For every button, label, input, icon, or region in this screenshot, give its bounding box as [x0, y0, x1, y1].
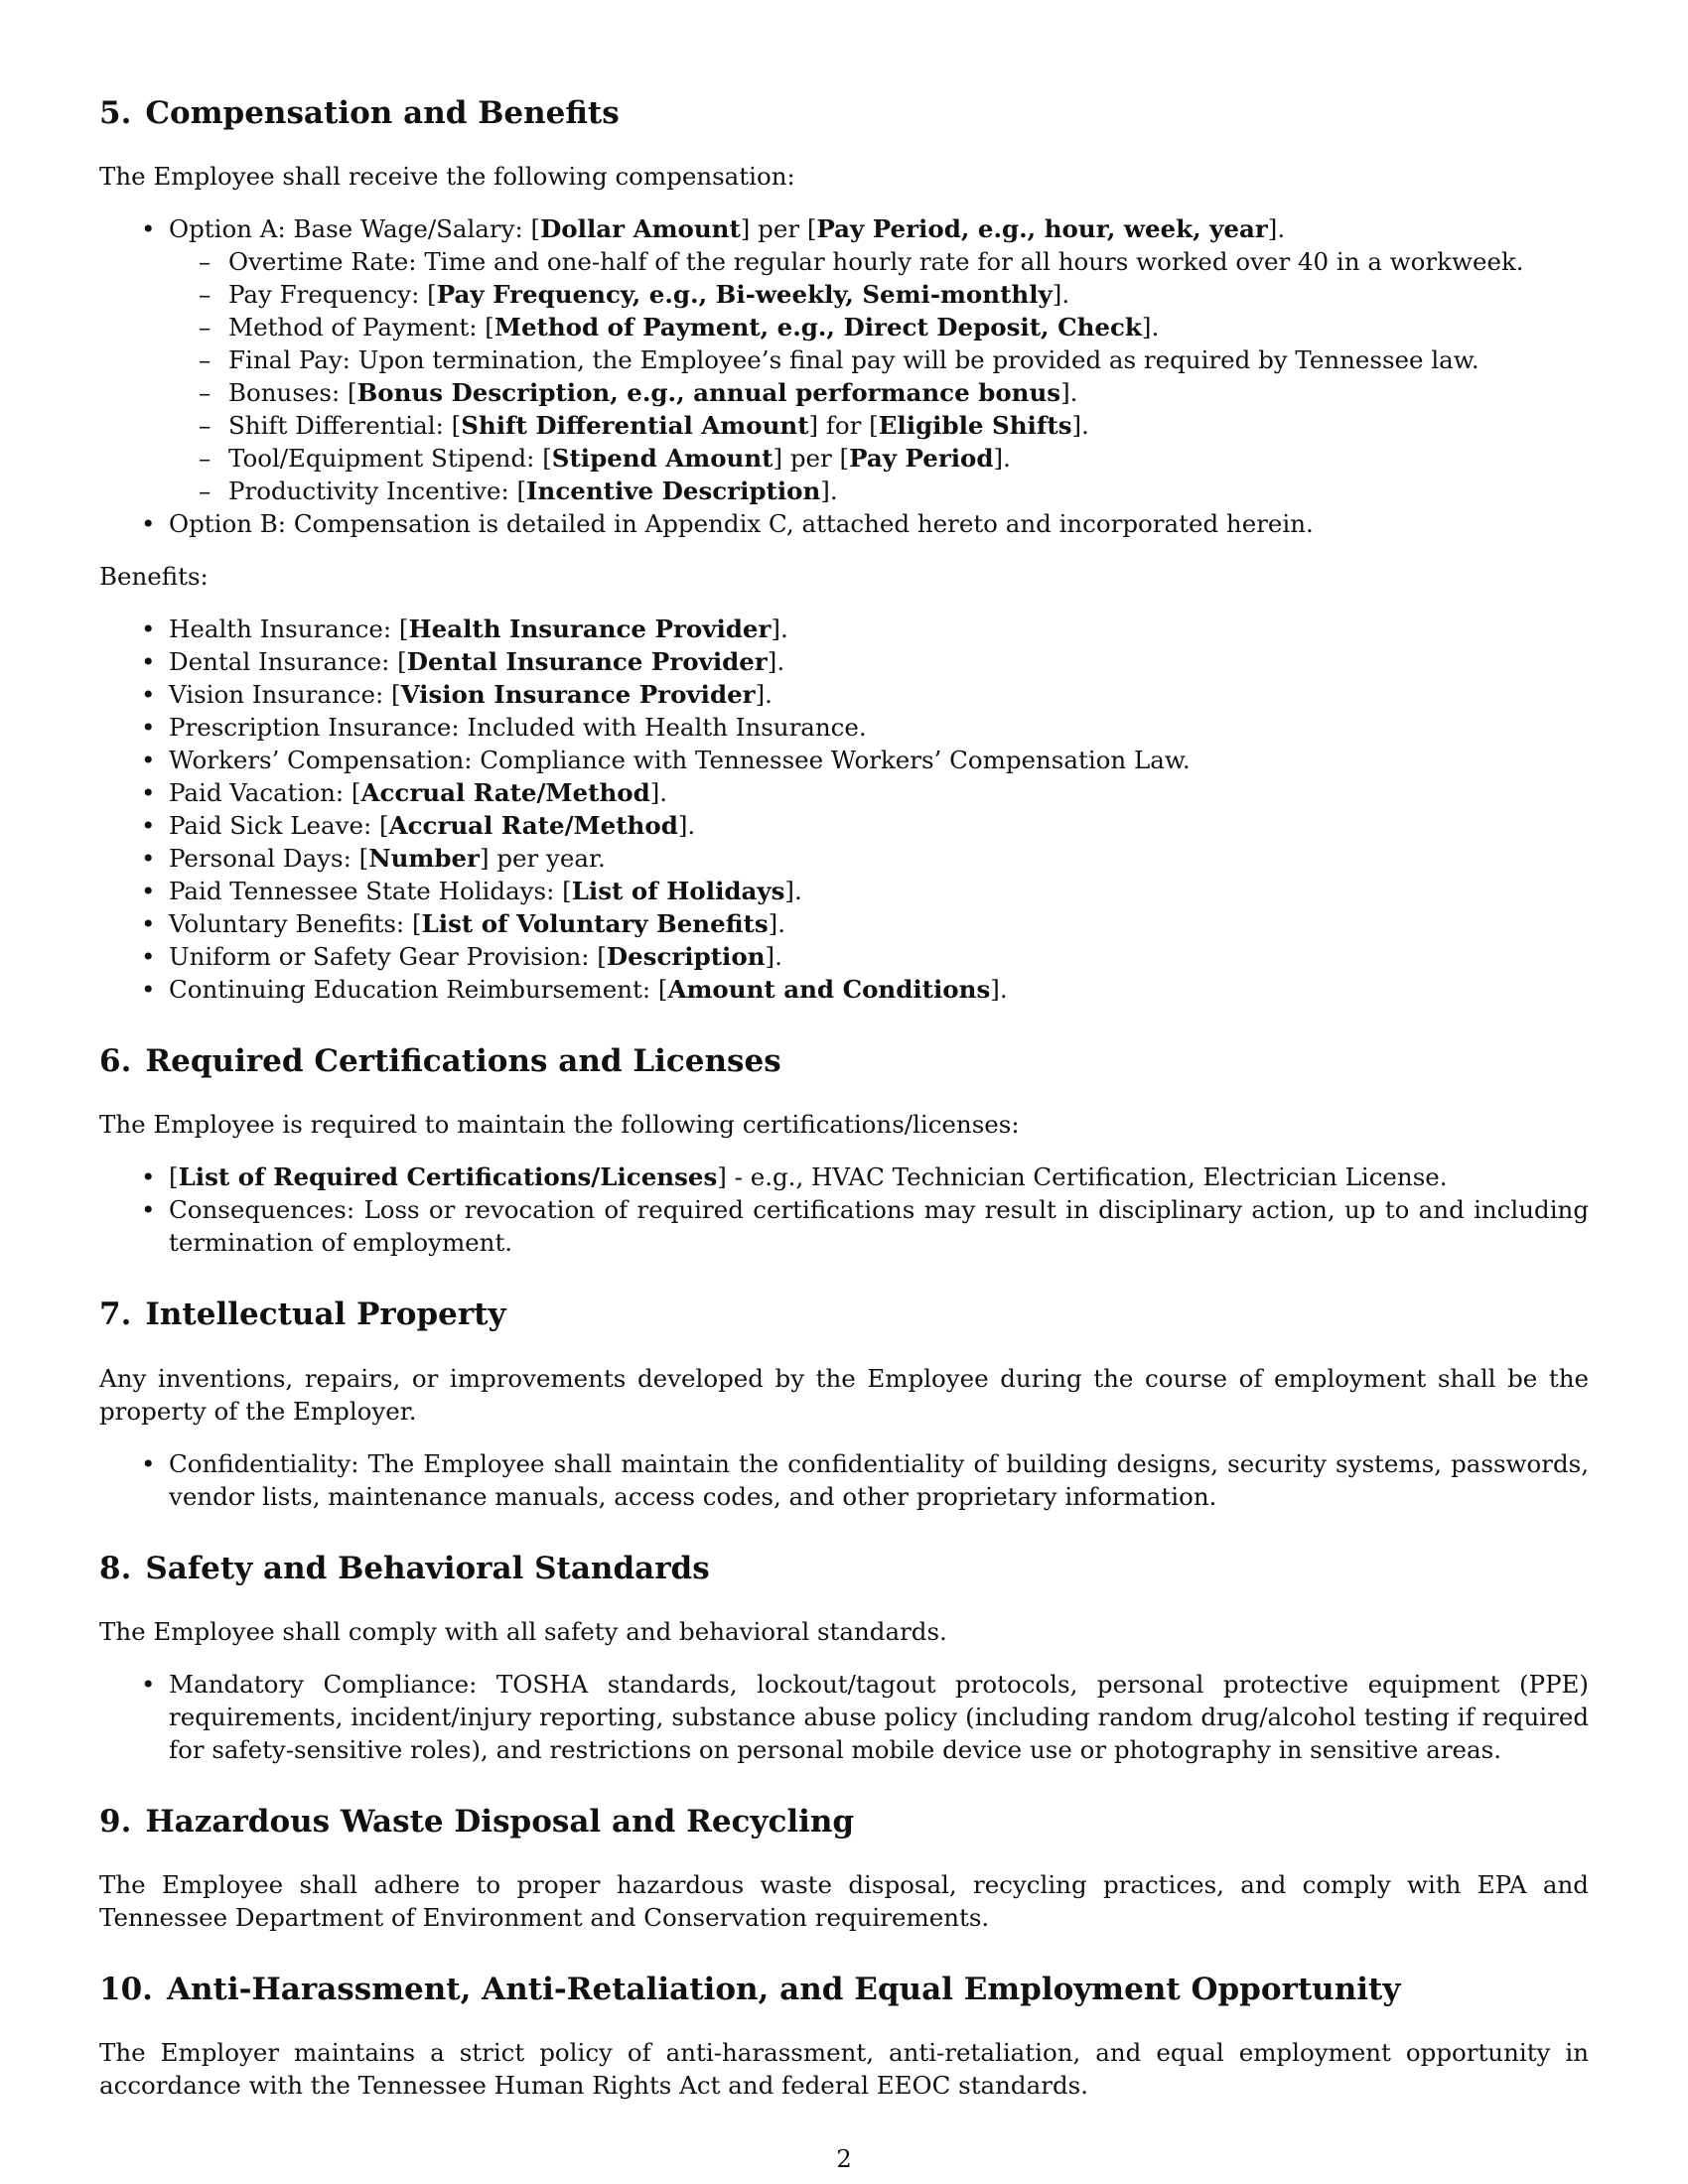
safety-list	[99, 1668, 1589, 1766]
list-item: • Personal Days: [Number] per year.	[99, 842, 1589, 875]
list-item: • Confidentiality: The Employee shall maintain the confidentiality of building designs, security systems, passwords, vendor lists, maintenance manuals, access codes, and other proprietary information.	[99, 1447, 1589, 1513]
benefits-label: Benefits:	[99, 562, 209, 592]
list-item: • Workers’ Compensation: Compliance with Tennessee Workers’ Compensation Law.	[99, 744, 1589, 776]
payment-method-item: – Method of Payment: [Method of Payment, e.g., Direct Deposit, Check].	[169, 311, 1589, 343]
section-intro: The Employee shall receive the following compensation:	[99, 162, 795, 192]
section-body: Any inventions, repairs, or improvements developed by the Employee during the course of employment shall be the property of the Employer.	[99, 1363, 1589, 1426]
list-item: • Vision Insurance: [Vision Insurance Provider].	[99, 678, 1589, 711]
compensation-list	[99, 212, 1589, 540]
section-body: The Employer maintains a strict policy of anti-harassment, anti-retaliation, and equal employment opportunity in accordance with the Tennessee Human Rights Act and federal EEOC standards.	[99, 2038, 1589, 2101]
section-body: The Employee shall comply with all safety and behavioral standards.	[99, 1616, 947, 1646]
section-body: The Employee shall adhere to proper hazardous waste disposal, recycling practices, and comply with EPA and Tennessee Department of Environment and Conservation requirements.	[99, 1869, 1589, 1932]
list-item: • Paid Tennessee State Holidays: [List of Holidays].	[99, 875, 1589, 907]
list-item: • Consequences: Loss or revocation of required certifications may result in disciplinary action, up to and including termination of employment.	[99, 1193, 1589, 1259]
list-item: • Uniform or Safety Gear Provision: [Description].	[99, 940, 1589, 973]
option-b-item: • Option B: Compensation is detailed in Appendix C, attached hereto and incorporated herein.	[99, 507, 1589, 540]
section-certifications	[99, 1043, 1589, 1259]
list-item: • Health Insurance: [Health Insurance Provider].	[99, 613, 1589, 645]
list-item: • Continuing Education Reimbursement: [Amount and Conditions].	[99, 973, 1589, 1006]
list-item: • Mandatory Compliance: TOSHA standards, lockout/tagout protocols, personal protective equipment (PPE) requirements, incident/injury reporting, substance abuse policy (including random drug/alcohol testing if required for safety-sensitive roles), and restrictions on personal mobile device use or photography in sensitive areas.	[99, 1668, 1589, 1766]
section-anti-harassment	[99, 1972, 1589, 2102]
list-item: • Voluntary Benefits: [List of Voluntary Benefits].	[99, 907, 1589, 940]
final-pay-item: – Final Pay: Upon termination, the Employee’s final pay will be provided as required by Tennessee law.	[169, 343, 1589, 376]
section-heading: 8. Safety and Behavioral Standards	[99, 1550, 710, 1586]
option-a-sublist	[169, 245, 1589, 507]
section-hazardous-waste	[99, 1804, 1589, 1934]
section-heading: 5. Compensation and Benefits	[99, 95, 620, 131]
section-heading: 10. Anti-Harassment, Anti-Retaliation, and Equal Employment Opportunity	[99, 1971, 1401, 2007]
list-item: • Paid Vacation: [Accrual Rate/Method].	[99, 776, 1589, 809]
section-heading: 7. Intellectual Property	[99, 1297, 506, 1333]
certifications-list	[99, 1160, 1589, 1259]
list-item: • Dental Insurance: [Dental Insurance Provider].	[99, 645, 1589, 678]
benefits-list	[99, 613, 1589, 1006]
productivity-item: – Productivity Incentive: [Incentive Description].	[169, 475, 1589, 507]
section-safety	[99, 1551, 1589, 1766]
shift-differential-item: – Shift Differential: [Shift Differential Amount] for [Eligible Shifts].	[169, 409, 1589, 442]
list-item: • Prescription Insurance: Included with Health Insurance.	[99, 711, 1589, 744]
option-a-item: • Option A: Base Wage/Salary: [Dollar Amount] per [Pay Period, e.g., hour, week, year]. – Overtime Rate: Time and one-half of the regular hourly rate for all hours worked over 40 in a workweek. – Pay Frequency: [Pay Frequency, e.g., Bi-weekly, Semi-monthly]. – Method of Payment: [Method of Payment, e.g., Direct Deposit, Check]. – Final Pay: Upon termination, the Employee’s final pay will be provided as required by Tennessee law. – Bonuses: [Bonus Description, e.g., annual performance bonus]. – Shift Differential: [Shift Differential Amount] for [Eligible Shifts]. – Tool/Equipment Stipend: [Stipend Amount] per [Pay Period]. – Productivity Incentive: [Incentive Description].	[99, 212, 1589, 507]
list-item: • Paid Sick Leave: [Accrual Rate/Method].	[99, 809, 1589, 842]
list-item: • [List of Required Certifications/Licenses] - e.g., HVAC Technician Certification, Electrician License.	[99, 1160, 1589, 1193]
page-number: 2	[836, 2144, 852, 2173]
overtime-item: – Overtime Rate: Time and one-half of the regular hourly rate for all hours worked over 40 in a workweek.	[169, 245, 1589, 278]
ip-list	[99, 1447, 1589, 1513]
tool-stipend-item: – Tool/Equipment Stipend: [Stipend Amount] per [Pay Period].	[169, 442, 1589, 475]
section-intellectual-property	[99, 1297, 1589, 1512]
section-compensation	[99, 95, 1589, 1006]
section-intro: The Employee is required to maintain the following certifications/licenses:	[99, 1110, 1020, 1140]
bonuses-item: – Bonuses: [Bonus Description, e.g., annual performance bonus].	[169, 376, 1589, 409]
section-heading: 9. Hazardous Waste Disposal and Recycling	[99, 1803, 855, 1840]
pay-frequency-item: – Pay Frequency: [Pay Frequency, e.g., Bi-weekly, Semi-monthly].	[169, 278, 1589, 311]
section-heading: 6. Required Certifications and Licenses	[99, 1043, 781, 1080]
